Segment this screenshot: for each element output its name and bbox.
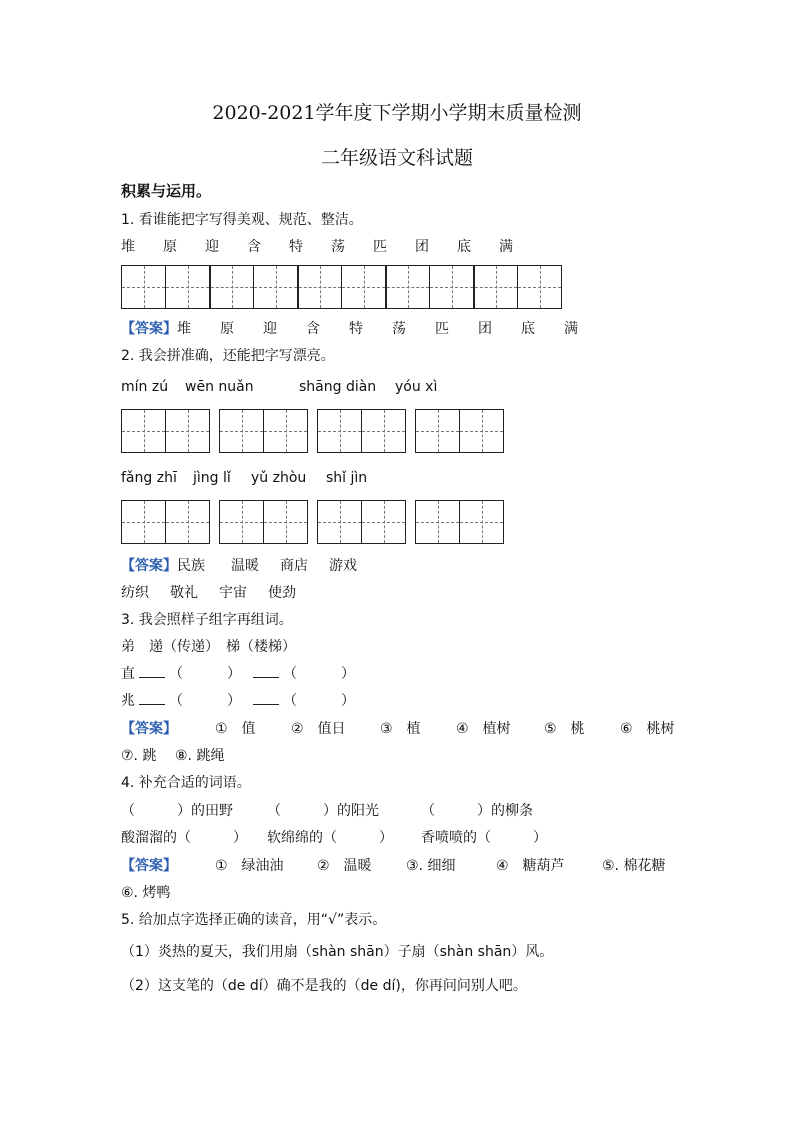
q4-answer-row bbox=[121, 857, 665, 875]
writing-cell[interactable] bbox=[429, 265, 474, 309]
q1-char-row bbox=[121, 238, 541, 256]
q4-blank-phrase[interactable]: 香喷喷的（ ） bbox=[421, 830, 547, 846]
q1-char: 迎 bbox=[205, 239, 219, 255]
q4-answer: ② 温暖 bbox=[317, 858, 372, 874]
writing-cell[interactable] bbox=[341, 265, 386, 309]
page-subtitle: 二年级语文科试题 bbox=[320, 147, 473, 169]
q3-answer: ① 值 bbox=[215, 721, 256, 737]
q3-answer: ④ 植树 bbox=[456, 721, 511, 737]
word-box[interactable] bbox=[219, 500, 308, 544]
q3-answer: ⑦. 跳 bbox=[121, 748, 157, 764]
q2-pinyin-row-2 bbox=[121, 469, 367, 487]
q3-answer: ② 值日 bbox=[291, 721, 346, 737]
q4-blank-phrase[interactable]: 酸溜溜的（ ） bbox=[121, 830, 247, 846]
q5-prompt: 5. 给加点字选择正确的读音，用“√”表示。 bbox=[121, 912, 387, 928]
page-title: 2020-2021学年度下学期小学期末质量检测 bbox=[212, 102, 582, 124]
word-box[interactable] bbox=[415, 409, 504, 453]
q3-example: 弟 递（传递） 梯（楼梯） bbox=[121, 639, 296, 655]
pinyin: fǎng zhī bbox=[121, 470, 177, 486]
paren-open: （ bbox=[169, 693, 183, 709]
q2-prompt: 2. 我会拼准确，还能把字写漂亮。 bbox=[121, 348, 335, 364]
writing-cell[interactable] bbox=[473, 265, 518, 309]
answer-tag: 【答案】 bbox=[121, 558, 177, 574]
q1-answer-char: 满 bbox=[564, 321, 578, 337]
q1-answer-char: 迎 bbox=[263, 321, 277, 337]
q3-line-1 bbox=[121, 665, 355, 683]
q4-line-2 bbox=[121, 829, 547, 847]
word-box[interactable] bbox=[415, 500, 504, 544]
q5-item-2: （2）这支笔的（de dí）确不是我的（de dí)，你再问问别人吧。 bbox=[121, 978, 527, 994]
pinyin: yǔ zhòu bbox=[251, 470, 307, 486]
q2-answer-word: 敬礼 bbox=[170, 585, 198, 601]
q1-answer-char: 堆 bbox=[177, 321, 191, 337]
q3-answer: ⑥ 桃树 bbox=[620, 721, 675, 737]
q4-answer: ③. 细细 bbox=[406, 858, 456, 874]
writing-cell[interactable] bbox=[361, 500, 406, 544]
q1-answer-char: 含 bbox=[306, 321, 320, 337]
q3-answer: ③ 植 bbox=[380, 721, 421, 737]
writing-cell[interactable] bbox=[165, 500, 210, 544]
q4-answer: ⑥. 烤鸭 bbox=[121, 885, 171, 901]
section-heading: 积累与运用。 bbox=[121, 182, 212, 200]
q4-blank-phrase[interactable]: （ ）的阳光 bbox=[267, 803, 379, 819]
word-box[interactable] bbox=[317, 409, 406, 453]
q1-char: 匹 bbox=[373, 239, 387, 255]
writing-cell[interactable] bbox=[517, 265, 562, 309]
answer-blank[interactable] bbox=[139, 665, 165, 678]
q4-blank-phrase[interactable]: 软绵绵的（ ） bbox=[267, 830, 393, 846]
q2-answer-word: 温暖 bbox=[231, 558, 259, 574]
q2-answer-word: 民族 bbox=[177, 558, 205, 574]
word-box[interactable] bbox=[219, 409, 308, 453]
q1-char: 原 bbox=[163, 239, 177, 255]
q4-answer: ⑤. 棉花糖 bbox=[602, 858, 666, 874]
q4-prompt: 4. 补充合适的词语。 bbox=[121, 775, 251, 791]
q1-char: 特 bbox=[289, 239, 303, 255]
pinyin: shāng diàn bbox=[299, 379, 377, 395]
answer-blank[interactable] bbox=[253, 692, 279, 705]
answer-tag: 【答案】 bbox=[121, 321, 177, 337]
q1-char: 满 bbox=[499, 239, 513, 255]
q2-answer-word: 游戏 bbox=[329, 558, 357, 574]
q3-char: 兆 bbox=[121, 693, 135, 709]
q4-answer: ① 绿油油 bbox=[215, 858, 284, 874]
q4-line-1 bbox=[121, 802, 533, 820]
q2-answer-row-2 bbox=[121, 584, 296, 602]
q1-answer-char: 团 bbox=[478, 321, 492, 337]
q3-prompt: 3. 我会照样子组字再组词。 bbox=[121, 612, 293, 628]
q1-answer-char: 匹 bbox=[435, 321, 449, 337]
writing-cell[interactable] bbox=[165, 265, 210, 309]
paren-space[interactable] bbox=[297, 665, 341, 683]
writing-cell[interactable] bbox=[415, 409, 460, 453]
q1-char: 荡 bbox=[331, 239, 345, 255]
q1-answer-char: 原 bbox=[220, 321, 234, 337]
writing-cell[interactable] bbox=[263, 409, 308, 453]
pinyin: shǐ jìn bbox=[326, 470, 368, 486]
q3-line-2 bbox=[121, 692, 355, 710]
q1-answer-row bbox=[121, 320, 578, 338]
writing-cell[interactable] bbox=[219, 409, 264, 453]
writing-cell[interactable] bbox=[121, 500, 166, 544]
q4-answer: ④ 糖葫芦 bbox=[496, 858, 565, 874]
word-box[interactable] bbox=[121, 409, 210, 453]
q4-answer-row-2 bbox=[121, 884, 170, 902]
pinyin: jìng lǐ bbox=[193, 470, 231, 486]
writing-cell[interactable] bbox=[385, 265, 430, 309]
answer-blank[interactable] bbox=[253, 665, 279, 678]
q3-answer-row-2 bbox=[121, 747, 224, 765]
q2-answer-row-1 bbox=[121, 557, 357, 575]
word-box[interactable] bbox=[121, 500, 210, 544]
q2-answer-word: 宇宙 bbox=[219, 585, 247, 601]
writing-cell[interactable] bbox=[415, 500, 460, 544]
paren-open: （ bbox=[283, 693, 297, 709]
q3-answer: ⑤ 桃 bbox=[544, 721, 585, 737]
paren-open: （ bbox=[169, 666, 183, 682]
writing-cell[interactable] bbox=[121, 265, 166, 309]
q2-answer-word: 商店 bbox=[280, 558, 308, 574]
paren-close: ） bbox=[227, 666, 241, 682]
writing-cell[interactable] bbox=[459, 500, 504, 544]
answer-tag: 【答案】 bbox=[121, 858, 177, 874]
q1-char: 堆 bbox=[121, 239, 135, 255]
q1-prompt: 1. 看谁能把字写得美观、规范、整洁。 bbox=[121, 212, 363, 228]
writing-cell[interactable] bbox=[253, 265, 298, 309]
paren-close: ） bbox=[341, 693, 355, 709]
writing-cell[interactable] bbox=[317, 500, 362, 544]
paren-space[interactable] bbox=[297, 692, 341, 710]
writing-cell[interactable] bbox=[121, 409, 166, 453]
q1-char: 底 bbox=[457, 239, 471, 255]
q2-grid-row-1[interactable] bbox=[121, 409, 504, 453]
writing-cell[interactable] bbox=[165, 409, 210, 453]
writing-cell[interactable] bbox=[209, 265, 254, 309]
writing-cell[interactable] bbox=[297, 265, 342, 309]
word-box[interactable] bbox=[317, 500, 406, 544]
q2-answer-word: 纺织 bbox=[121, 585, 149, 601]
paren-close: ） bbox=[341, 666, 355, 682]
q3-char: 直 bbox=[121, 666, 135, 682]
q2-answer-word: 使劲 bbox=[268, 585, 296, 601]
q2-pinyin-row-1 bbox=[121, 378, 437, 396]
q1-writing-grid[interactable] bbox=[121, 265, 562, 309]
pinyin: mín zú bbox=[121, 379, 169, 395]
paren-space[interactable] bbox=[183, 665, 227, 683]
q1-answer-char: 荡 bbox=[392, 321, 406, 337]
q4-blank-phrase[interactable]: （ ）的柳条 bbox=[421, 803, 533, 819]
pinyin: yóu xì bbox=[395, 379, 438, 395]
answer-blank[interactable] bbox=[139, 692, 165, 705]
writing-cell[interactable] bbox=[459, 409, 504, 453]
answer-tag: 【答案】 bbox=[121, 721, 177, 737]
q4-blank-phrase[interactable]: （ ）的田野 bbox=[121, 803, 233, 819]
pinyin: wēn nuǎn bbox=[185, 379, 254, 395]
q3-answer-row bbox=[121, 720, 675, 738]
writing-cell[interactable] bbox=[317, 409, 362, 453]
paren-space[interactable] bbox=[183, 692, 227, 710]
writing-cell[interactable] bbox=[219, 500, 264, 544]
writing-cell[interactable] bbox=[263, 500, 308, 544]
q1-char: 团 bbox=[415, 239, 429, 255]
q3-answer: ⑧. 跳绳 bbox=[175, 748, 225, 764]
q1-char: 含 bbox=[247, 239, 261, 255]
q1-answer-char: 特 bbox=[349, 321, 363, 337]
paren-open: （ bbox=[283, 666, 297, 682]
q5-item-1: （1）炎热的夏天，我们用扇（shàn shān）子扇（shàn shān）风。 bbox=[121, 944, 554, 960]
q1-answer-char: 底 bbox=[521, 321, 535, 337]
writing-cell[interactable] bbox=[361, 409, 406, 453]
q2-grid-row-2[interactable] bbox=[121, 500, 504, 544]
paren-close: ） bbox=[227, 693, 241, 709]
